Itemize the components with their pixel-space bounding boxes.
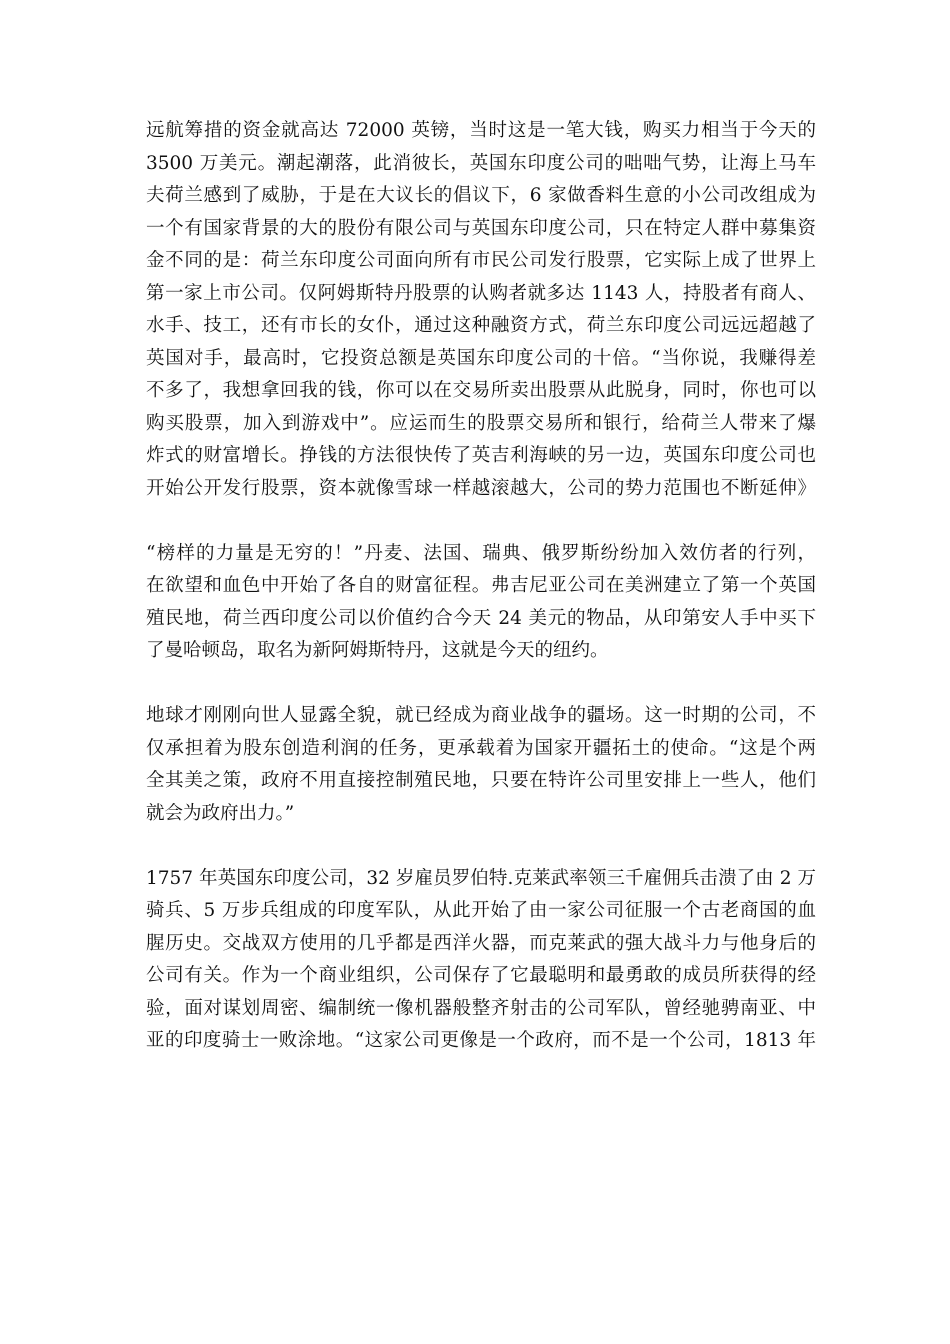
text-line: 在欲望和血色中开始了各自的财富征程。弗吉尼亚公司在美洲建立了第一个英国 <box>146 575 816 596</box>
text-line: 炸式的财富增长。挣钱的方法很快传了英吉利海峡的另一边，英国东印度公司也 <box>146 445 816 466</box>
text-line: 开始公开发行股票，资本就像雪球一样越滚越大，公司的势力范围也不断延伸》 <box>146 477 816 499</box>
text-line: 3500 万美元。潮起潮落，此消彼长，英国东印度公司的咄咄气势，让海上马车 <box>146 152 816 174</box>
document-page <box>146 115 816 1090</box>
text-line: 水手、技工，还有市长的女仆，通过这种融资方式，荷兰东印度公司远远超越了 <box>146 315 816 336</box>
text-line: 夫荷兰感到了威胁，于是在大议长的倡议下，6 家做香料生意的小公司改组成为 <box>146 185 816 206</box>
text-line: 金不同的是：荷兰东印度公司面向所有市民公司发行股票，它实际上成了世界上 <box>146 250 816 271</box>
text-line: 就会为政府出力。” <box>146 802 295 824</box>
text-line: 全其美之策，政府不用直接控制殖民地，只要在特许公司里安排上一些人，他们 <box>146 770 816 791</box>
paragraph-1 <box>146 115 816 505</box>
text-line: 公司有关。作为一个商业组织，公司保存了它最聪明和最勇敢的成员所获得的经 <box>146 965 816 986</box>
text-line: 第一家上市公司。仅阿姆斯特丹股票的认购者就多达 1143 人，持股者有商人、 <box>146 282 816 304</box>
text-line: “榜样的力量是无穷的！”丹麦、法国、瑞典、俄罗斯纷纷加入效仿者的行列， <box>146 542 816 564</box>
text-line: 1757 年英国东印度公司，32 岁雇员罗伯特.克莱武率领三千雇佣兵击溃了由 2 万 <box>146 867 816 889</box>
text-line: 远航筹措的资金就高达 72000 英镑，当时这是一笔大钱，购买力相当于今天的 <box>146 120 816 141</box>
text-line: 一个有国家背景的大的股份有限公司与英国东印度公司，只在特定人群中募集资 <box>146 217 816 239</box>
text-line: 不多了，我想拿回我的钱，你可以在交易所卖出股票从此脱身，同时，你也可以 <box>146 380 816 401</box>
paragraph-2 <box>146 538 816 668</box>
text-line: 验，面对谋划周密、编制统一像机器般整齐射击的公司军队，曾经驰骋南亚、中 <box>146 997 816 1019</box>
text-line: 亚的印度骑士一败涂地。“这家公司更像是一个政府，而不是一个公司，1813 年 <box>146 1030 816 1051</box>
paragraph-3 <box>146 700 816 830</box>
paragraph-4 <box>146 863 816 1058</box>
text-line: 英国对手，最高时，它投资总额是英国东印度公司的十倍。“当你说，我赚得差 <box>146 347 816 369</box>
text-line: 地球才刚刚向世人显露全貌，就已经成为商业战争的疆场。这一时期的公司，不 <box>146 705 816 726</box>
text-line: 仅承担着为股东创造利润的任务，更承载着为国家开疆拓土的使命。“这是个两 <box>146 737 816 759</box>
text-line: 了曼哈顿岛，取名为新阿姆斯特丹，这就是今天的纽约。 <box>146 640 609 661</box>
text-line: 殖民地，荷兰西印度公司以价值约合今天 24 美元的物品，从印第安人手中买下 <box>146 607 816 629</box>
text-line: 骑兵、5 万步兵组成的印度军队，从此开始了由一家公司征服一个古老商国的血 <box>146 900 816 921</box>
text-line: 购买股票，加入到游戏中”。应运而生的股票交易所和银行，给荷兰人带来了爆 <box>146 412 816 434</box>
text-line: 腥历史。交战双方使用的几乎都是西洋火器，而克莱武的强大战斗力与他身后的 <box>146 932 816 954</box>
